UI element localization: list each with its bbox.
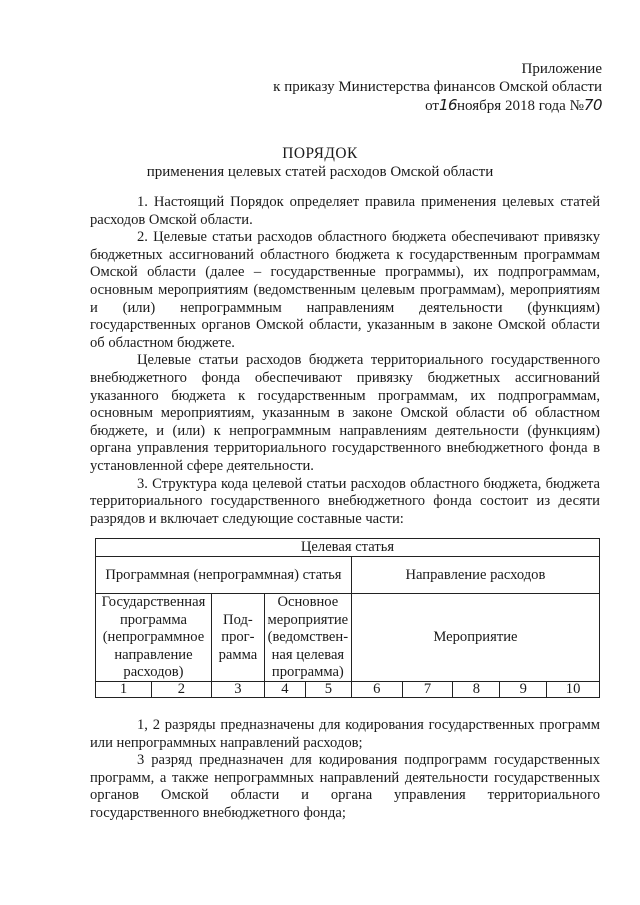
after-table-text [90,717,600,823]
table-header-program-article: Программная (непрограммная) статья [96,557,352,594]
table-cell-state-program: Государственная программа (непрограммное направление расходов) [96,594,212,682]
order-reference: к приказу Министерства финансов Омской области [273,79,602,95]
paragraph-1: 1. Настоящий Порядок определяет правила применения целевых статей расходов Омской области. [90,194,600,228]
digit-cell: 4 [264,682,305,698]
table-header-direction: Направление расходов [351,557,599,594]
appendix-label: Приложение [521,61,602,77]
document-header [273,60,602,115]
date-prefix: от [425,98,439,114]
document-title: ПОРЯДОК [282,145,358,162]
digit-cell: 10 [547,682,600,698]
code-structure-table [95,538,600,698]
table-header-target-article: Целевая статья [96,539,600,557]
digit-cell: 2 [151,682,211,698]
body-text [90,194,600,528]
digit-cell: 5 [305,682,351,698]
digit-cell: 9 [500,682,547,698]
digit-cell: 8 [453,682,500,698]
handwritten-day: 16 [438,96,458,114]
digit-cell: 3 [211,682,264,698]
digit-cell: 6 [351,682,402,698]
digits-row [96,682,600,698]
paragraph-3: Целевые статьи расходов бюджета территориального государственного внебюджетного фонда обеспечивают привязку бюджетных ассигнований указанного бюджета к государственным программам, их подпрограммам, основным мероприятиям, указанным в законе Омской области об областном бюджете, и (или) к непрограммным направлениям деятельности (функциям) органа управления территориального государственного внебюджетного фонда в установленной сфере деятельности. [90,352,600,474]
digit-cell: 1 [96,682,152,698]
date-middle: ноября 2018 года № [457,98,584,114]
title-block [0,144,640,182]
order-date-line [273,96,602,115]
digit-3-paragraph: 3 разряд предназначен для кодирования подпрограмм государственных программ, а также непрограммных направлений деятельности государственных органов Омской области и органа управления территориального государственного внебюджетного фонда; [90,752,600,821]
document-subtitle: применения целевых статей расходов Омской области [146,164,494,180]
paragraph-4: 3. Структура кода целевой статьи расходов областного бюджета, бюджета территориального государственного внебюджетного фонда состоит из десяти разрядов и включает следующие составные части: [90,475,600,527]
digits-1-2-paragraph: 1, 2 разряды предназначены для кодирования государственных программ или непрограммных направлений расходов; [90,717,600,751]
paragraph-2: 2. Целевые статьи расходов областного бюджета обеспечивают привязку бюджетных ассигнований областного бюджета к государственным программам Омской области (далее – государственные программы), их подпрограммам, основным мероприятиям (ведомственным целевым программам), мероприятиям и (или) непрограммным направлениям деятельности (функциям) государственных органов Омской области, указанным в законе Омской области об областном бюджете. [90,229,600,351]
digit-cell: 7 [402,682,453,698]
handwritten-number: 70 [583,96,602,114]
table-cell-main-activity: Основное мероприятие (ведомствен-ная целевая программа) [264,594,351,682]
table-cell-subprogram: Под-прог-рамма [211,594,264,682]
table-cell-activity: Мероприятие [351,594,599,682]
